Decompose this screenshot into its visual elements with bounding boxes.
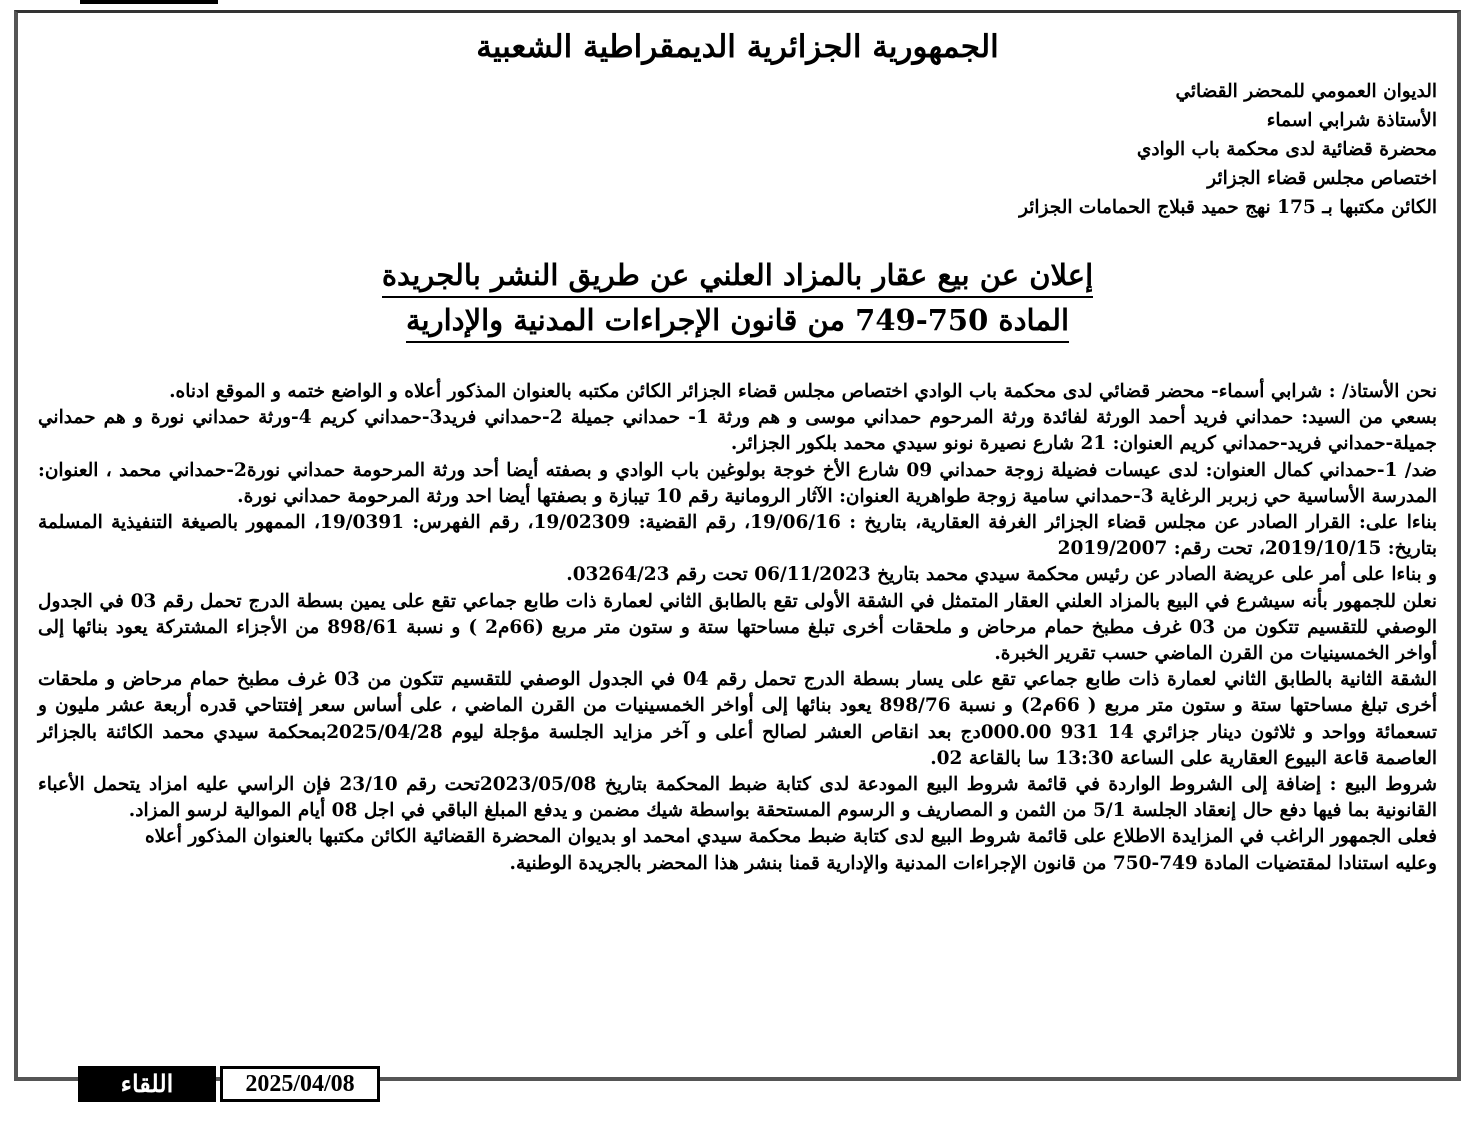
title-suffix: من قانون الإجراءات المدنية والإدارية	[405, 303, 856, 337]
body-paragraph: الشقة الثانية بالطابق الثاني لعمارة ذات طابع جماعي تقع على يسار بسطة الدرج تحمل رقم 04 في الجدول الوصفي للتقسيم تتكون من 03 غرف مطبخ حمام مرحاض و ملحقات أخرى تبلغ مساحتها ستة و ستون متر مربع ( 66م2) و نسبة 898/76 يعود بنائها إلى أواخر الخمسينيات من القرن الماضي ، على أساس سعر إفتتاحي قدره أربعة عشر مليون و تسعمائة وواحد و ثلاثون دينار جزائري 14 931 000.00دج بعد انقاص العشر لصالح أعلى و آخر مزايد الجلسة مؤجلة ليوم 2025/04/28بمحكمة سيدي محمد الكائنة بالجزائر العاصمة قاعة البيوع العقارية على الساعة 13:30 سا بالقاعة 02.	[38, 669, 1437, 769]
notice-body	[38, 379, 1437, 877]
article-number-2: 750	[927, 303, 989, 337]
office-line: الديوان العمومي للمحضر القضائي	[1175, 81, 1437, 102]
body-paragraph: ضد/ 1-حمداني كمال العنوان: لدى عيسات فضيلة زوجة حمداني 09 شارع الأخ خوجة بولوغين باب الوادي و بصفته أيضا أحد ورثة المرحومة حمداني نورة2-حمداني محمد ، العنوان: المدرسة الأساسية حي زبربر الرغاية 3-حمداني سامية زوجة طواهرية العنوان: الآثار الرومانية رقم 10 تيبازة و بصفتها أيضا احد ورثة المرحومة حمداني نورة.	[38, 459, 1437, 507]
republic-heading: الجمهورية الجزائرية الديمقراطية الشعبية	[476, 29, 999, 65]
body-paragraph: شروط البيع : إضافة إلى الشروط الواردة في قائمة شروط البيع المودعة لدى كتابة ضبط المحكمة بتاريخ 2023/05/08تحت رقم 23/10 فإن الراسي عليه امزاد يتحمل الأعباء القانونية بما فيها دفع حال إنعقاد الجلسة 5/1 من الثمن و المصاريف و الرسوم المستحقة بواسطة شيك مضمن و يدفع المبلغ الباقي في اجل 08 أيام الموالية لرسو المزاد.	[38, 774, 1437, 822]
title-line-1: إعلان عن بيع عقار بالمزاد العلني عن طريق النشر بالجريدة	[382, 255, 1093, 298]
bailiff-office-block	[38, 77, 1437, 222]
body-paragraph: وعليه استنادا لمقتضيات المادة 749-750 من قانون الإجراءات المدنية والإدارية قمنا بنشر هذا المحضر بالجريدة الوطنية.	[509, 852, 1437, 874]
title-prefix: المادة	[988, 303, 1069, 337]
title-line-2	[406, 300, 1069, 343]
body-paragraph: بسعي من السيد: حمداني فريد أحمد الورثة لفائدة ورثة المرحوم حمداني موسى و هم ورثة 1- حمداني جميلة 2-حمداني فريد3-حمداني كريم 4-ورثة حمداني نورة و هم حمداني جميلة-حمداني فريد-حمداني كريم العنوان: 21 شارع نصيرة نونو سيدي محمد بلكور الجزائر.	[38, 407, 1437, 455]
body-paragraph: و بناءا على أمر على عريضة الصادر عن رئيس محكمة سيدي محمد بتاريخ 06/11/2023 تحت رقم 03264/23.	[566, 564, 1437, 586]
office-line: محضرة قضائية لدى محكمة باب الوادي	[1136, 139, 1437, 160]
body-paragraph: نحن الأستاذ/ : شرابي أسماء- محضر قضائي لدى محكمة باب الوادي اختصاص مجلس قضاء الجزائر الكائن مكتبه بالعنوان المذكور أعلاه و الواضع ختمه و الموقع ادناه.	[169, 381, 1437, 402]
newspaper-name: اللقاء	[78, 1066, 216, 1102]
announcement-title	[38, 255, 1437, 343]
publication-date: 2025/04/08	[220, 1066, 380, 1102]
top-decorative-tab	[80, 0, 218, 4]
office-line: اختصاص مجلس قضاء الجزائر	[1207, 168, 1437, 189]
article-dash: -	[915, 303, 928, 337]
body-paragraph: بناءا على: القرار الصادر عن مجلس قضاء الجزائر الغرفة العقارية، بتاريخ : 19/06/16، رقم القضية: 19/02309، رقم الفهرس: 19/0391، الممهور بالصيغة التنفيذية المسلمة بتاريخ: 2019/10/15، تحت رقم: 2019/2007	[38, 512, 1438, 560]
notice-content	[38, 13, 1437, 877]
body-paragraph: فعلى الجمهور الراغب في المزايدة الاطلاع على قائمة شروط البيع لدى كتابة ضبط محكمة سيدي امحمد او بديوان المحضرة القضائية الكائن مكتبها بالعنوان المذكور أعلاه	[144, 826, 1437, 848]
article-number-1: 749	[855, 303, 916, 337]
office-line: الكائن مكتبها بـ 175 نهج حميد قبلاج الحمامات الجزائر	[1019, 197, 1437, 218]
body-paragraph: نعلن للجمهور بأنه سيشرع في البيع بالمزاد العلني العقار المتمثل في الشقة الأولى تقع بالطابق الثاني لعمارة ذات طابع جماعي تقع على يمين بسطة الدرج تحمل رقم 03 في الجدول الوصفي للتقسيم تتكون من 03 غرف مطبخ حمام مرحاض و ملحقات أخرى تبلغ مساحتها ستة و ستون متر مربع (66م2 ) و نسبة 898/61 من الأجزاء المشتركة يعود بنائها إلى أواخر الخمسينيات من القرن الماضي حسب تقرير الخبرة.	[38, 590, 1437, 665]
office-line: الأستاذة شرابي اسماء	[1266, 110, 1437, 131]
notice-frame	[14, 10, 1461, 1081]
